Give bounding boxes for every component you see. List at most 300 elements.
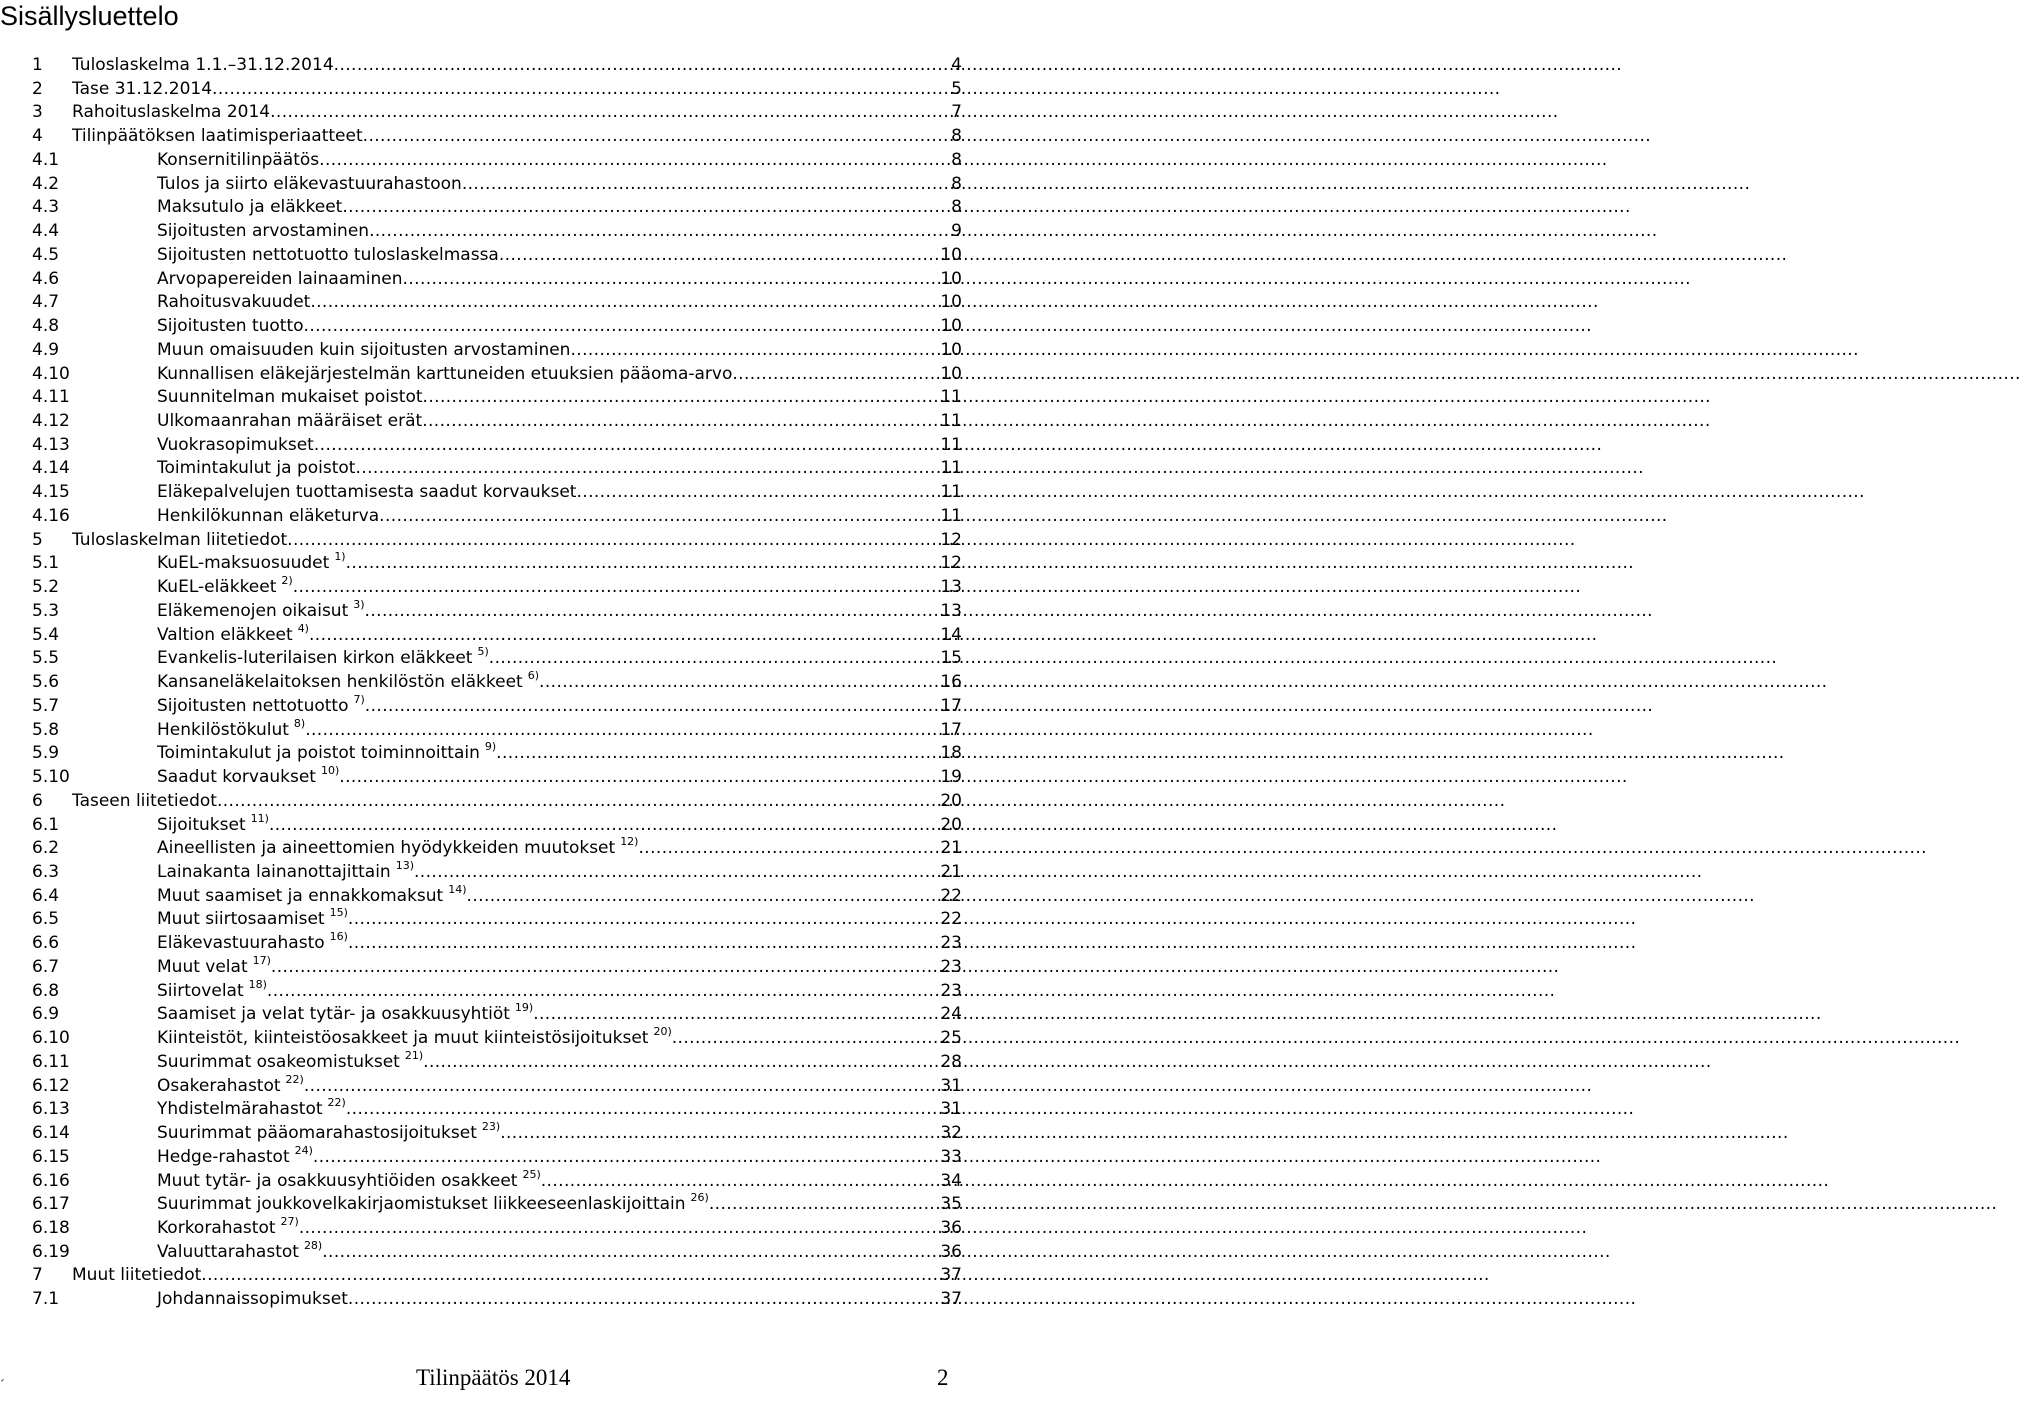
- toc-entry[interactable]: [32, 221, 962, 245]
- footer-mark: ´: [0, 1378, 5, 1393]
- toc-entry[interactable]: [32, 506, 962, 530]
- toc-entry[interactable]: [32, 1265, 962, 1289]
- toc-entry-number: 6.8: [32, 980, 60, 1001]
- toc-entry-number: 5.8: [32, 719, 60, 740]
- toc-entry[interactable]: [32, 669, 962, 696]
- toc-entry[interactable]: [32, 411, 962, 435]
- toc-entry[interactable]: [32, 1191, 962, 1218]
- toc-entry-footnote: 20): [653, 1025, 672, 1039]
- toc-leader-dots: [334, 55, 950, 75]
- toc-entry-page: 19: [940, 767, 962, 788]
- toc-entry-number: 5.5: [32, 648, 60, 669]
- toc-entry-text: [157, 882, 467, 906]
- toc-leader-dots: [322, 1242, 938, 1262]
- toc-entry-page: 34: [940, 1170, 962, 1191]
- toc-entry-footnote: 6): [527, 669, 540, 683]
- toc-entry-page: 33: [940, 1146, 962, 1167]
- toc-entry[interactable]: [32, 1143, 962, 1171]
- toc-entry[interactable]: [32, 435, 962, 459]
- toc-entry-number: 5.4: [32, 624, 60, 645]
- toc-entry-label: Lainakanta lainanottajittain: [157, 861, 391, 882]
- toc-entry-text: [157, 716, 306, 740]
- toc-entry-page: 8: [951, 126, 962, 147]
- toc-entry-label: Kansaneläkelaitoksen henkilöstön eläkkeet: [157, 672, 523, 693]
- toc-leader-dots: [576, 482, 938, 502]
- toc-entry[interactable]: [32, 692, 962, 720]
- toc-entry-number: 4.13: [32, 434, 70, 455]
- toc-entry-label: Tilinpäätöksen laatimisperiaatteet: [72, 126, 363, 147]
- toc-entry-label: Muut velat: [157, 956, 248, 977]
- toc-entry-label: Kiinteistöt, kiinteistöosakkeet ja muut kiinteistösijoitukset: [157, 1028, 649, 1049]
- toc-entry-number: 5.6: [32, 672, 60, 693]
- toc-leader-dots: [638, 838, 938, 858]
- toc-entry-page: 11: [940, 434, 962, 455]
- toc-entry-page: 11: [940, 387, 962, 408]
- toc-entry-number: 6.15: [32, 1146, 70, 1167]
- toc-leader-dots: [363, 126, 950, 146]
- toc-entry-footnote: 28): [303, 1238, 323, 1252]
- toc-entry-label: Evankelis-luterilaisen kirkon eläkkeet: [157, 648, 473, 669]
- toc-entry-number: 5.3: [32, 600, 60, 621]
- toc-entry-text: [157, 764, 340, 788]
- toc-entry-page: 23: [940, 933, 962, 954]
- toc-entry-footnote: 17): [252, 953, 271, 967]
- toc-entry-text: [157, 458, 355, 478]
- toc-entry-text: [157, 550, 346, 574]
- toc-entry-label: Suurimmat joukkovelkakirjaomistukset liikkeeseenlaskijoittain: [157, 1194, 686, 1215]
- toc-entry-label: Yhdistelmärahastot: [157, 1099, 323, 1120]
- toc-entry-text: [157, 174, 462, 194]
- toc-entry-label: Johdannaissopimukset: [157, 1289, 348, 1310]
- toc-entry-page: 11: [940, 458, 962, 479]
- toc-entry-page: 23: [940, 956, 962, 977]
- toc-entry-footnote: 22): [285, 1072, 304, 1086]
- toc-leader-dots: [304, 1076, 939, 1096]
- toc-entry[interactable]: [32, 930, 962, 957]
- toc-entry[interactable]: [32, 55, 962, 79]
- toc-entry-text: [157, 150, 319, 170]
- toc-entry-footnote: 7): [353, 692, 365, 706]
- toc-entry-number: 7: [32, 1265, 43, 1286]
- toc-entry[interactable]: [32, 245, 962, 269]
- toc-entry-text: [157, 1120, 501, 1144]
- toc-entry-number: 6.14: [32, 1123, 70, 1144]
- toc-entry-footnote: 5): [477, 645, 489, 659]
- toc-entry-text: [157, 621, 309, 645]
- toc-entry-footnote: 23): [481, 1120, 501, 1134]
- toc-leader-dots: [379, 506, 938, 526]
- toc-entry-text: [157, 906, 348, 930]
- toc-entry-number: 4.14: [32, 458, 70, 479]
- toc-entry[interactable]: [32, 882, 962, 910]
- toc-entry-text: [157, 835, 639, 859]
- toc-entry-label: Taseen liitetiedot: [72, 790, 217, 811]
- toc-entry-page: 5: [951, 78, 962, 99]
- toc-entry-page: 22: [940, 885, 962, 906]
- toc-leader-dots: [212, 79, 949, 99]
- toc-entry[interactable]: [32, 716, 962, 744]
- toc-entry-text: [157, 482, 576, 502]
- toc-leader-dots: [414, 862, 938, 882]
- toc-entry-label: Rahoituslaskelma 2014: [72, 102, 271, 123]
- toc-entry-text: [157, 1048, 424, 1072]
- toc-leader-dots: [423, 1052, 938, 1072]
- toc-entry[interactable]: [32, 269, 962, 293]
- toc-entry-page: 25: [940, 1028, 962, 1049]
- toc-entry-label: Muun omaisuuden kuin sijoitusten arvostaminen: [157, 339, 571, 360]
- toc-entry-page: 8: [951, 149, 962, 170]
- toc-entry-footnote: 24): [294, 1143, 313, 1157]
- toc-leader-dots: [462, 174, 949, 194]
- toc-entry[interactable]: [32, 597, 962, 625]
- toc-entry-label: Sijoitusten arvostaminen: [157, 221, 370, 242]
- toc-entry-footnote: 26): [690, 1191, 709, 1205]
- toc-entry-number: 6.12: [32, 1075, 70, 1096]
- toc-entry-number: 3: [32, 102, 43, 123]
- toc-entry[interactable]: [32, 791, 962, 815]
- toc-entry-text: [157, 269, 403, 289]
- toc-entry-number: 4.11: [32, 387, 70, 408]
- toc-entry-label: Henkilökunnan eläketurva: [157, 505, 380, 526]
- toc-entry-number: 6.6: [32, 933, 60, 954]
- toc-entry-label: Muut siirtosaamiset: [157, 909, 325, 930]
- toc-leader-dots: [217, 791, 938, 811]
- toc-entry-number: 6.19: [32, 1241, 70, 1262]
- toc-entry-text: [157, 506, 379, 526]
- toc-entry[interactable]: [32, 621, 962, 649]
- toc-entry[interactable]: [32, 102, 962, 126]
- toc-entry[interactable]: [32, 458, 962, 482]
- toc-entry-page: 9: [951, 221, 962, 242]
- toc-entry-number: 4.9: [32, 339, 60, 360]
- toc-entry[interactable]: [32, 835, 962, 862]
- toc-entry-label: Tuloslaskelman liitetiedot: [72, 529, 288, 550]
- toc-entry-page: 12: [940, 553, 962, 574]
- toc-leader-dots: [267, 981, 938, 1001]
- toc-entry-number: 6.16: [32, 1170, 70, 1191]
- toc-entry-number: 4.15: [32, 482, 70, 503]
- toc-entry-text: [157, 221, 369, 241]
- toc-entry[interactable]: [32, 764, 962, 791]
- toc-entry-number: 4.4: [32, 221, 60, 242]
- toc-entry[interactable]: [32, 977, 962, 1005]
- toc-entry-footnote: 19): [514, 1001, 534, 1015]
- toc-entry-label: Suurimmat pääomarahastosijoitukset: [157, 1123, 477, 1144]
- toc-entry[interactable]: [32, 79, 962, 103]
- toc-entry-page: 11: [940, 505, 962, 526]
- toc-entry-text: [157, 740, 497, 764]
- toc-entry-footnote: 4): [297, 621, 309, 635]
- toc-leader-dots: [287, 530, 938, 550]
- toc-entry-label: KuEL-eläkkeet: [157, 577, 277, 598]
- toc-leader-dots: [496, 743, 938, 763]
- toc-leader-dots: [369, 221, 949, 241]
- toc-entry-text: [157, 1289, 348, 1309]
- toc-entry-text: [157, 1167, 541, 1191]
- toc-entry-label: Vuokrasopimukset: [157, 434, 314, 455]
- toc-entry-text: [157, 1143, 313, 1167]
- toc-entry-label: Eläkemenojen oikaisut: [157, 600, 349, 621]
- toc-entry-page: 23: [940, 980, 962, 1001]
- toc-entry-text: [157, 669, 540, 693]
- toc-entry-label: Muut liitetiedot: [72, 1265, 202, 1286]
- toc-entry-number: 4.8: [32, 316, 60, 337]
- toc-entry-page: 10: [940, 316, 962, 337]
- toc-leader-dots: [709, 1194, 939, 1214]
- toc-entry-number: 6.4: [32, 885, 60, 906]
- toc-leader-dots: [309, 625, 938, 645]
- toc-entry-text: [157, 930, 348, 954]
- toc-entry-text: [157, 1025, 672, 1049]
- toc-leader-dots: [422, 411, 938, 431]
- toc-entry-page: 36: [940, 1217, 962, 1238]
- toc-entry-text: [157, 1238, 323, 1262]
- toc-entry[interactable]: [32, 858, 962, 886]
- toc-leader-dots: [271, 957, 938, 977]
- toc-entry-label: Tase 31.12.2014: [72, 78, 213, 99]
- toc-entry-label: Korkorahastot: [157, 1217, 276, 1238]
- table-of-contents: [32, 55, 962, 1313]
- toc-entry-text: [72, 791, 217, 811]
- toc-entry-text: [157, 1191, 709, 1215]
- toc-entry[interactable]: [32, 316, 962, 340]
- toc-entry-label: Henkilöstökulut: [157, 719, 289, 740]
- toc-entry-text: [72, 102, 270, 122]
- toc-leader-dots: [541, 1171, 939, 1191]
- toc-entry-number: 4.5: [32, 244, 60, 265]
- toc-entry[interactable]: [32, 364, 962, 388]
- toc-entry-text: [157, 858, 414, 882]
- toc-entry-text: [72, 55, 334, 75]
- toc-entry-text: [157, 387, 423, 407]
- toc-entry-number: 4.1: [32, 149, 60, 170]
- toc-leader-dots: [672, 1028, 939, 1048]
- toc-entry-label: Muut tytär- ja osakkuusyhtiöiden osakkeet: [157, 1170, 518, 1191]
- toc-entry-footnote: 16): [329, 930, 348, 944]
- toc-entry-label: Sijoitusten nettotuotto tuloslaskelmassa: [157, 244, 499, 265]
- toc-entry-text: [157, 245, 499, 265]
- toc-entry-label: Konsernitilinpäätös: [157, 149, 320, 170]
- toc-entry-page: 7: [951, 102, 962, 123]
- toc-entry[interactable]: [32, 174, 962, 198]
- toc-leader-dots: [500, 1123, 938, 1143]
- toc-entry-label: Suurimmat osakeomistukset: [157, 1051, 400, 1072]
- toc-entry-text: [157, 811, 269, 835]
- toc-entry[interactable]: [32, 550, 962, 577]
- toc-entry[interactable]: [32, 1289, 962, 1313]
- toc-entry-text: [157, 411, 422, 431]
- toc-entry-page: 17: [940, 719, 962, 740]
- toc-entry-number: 6.13: [32, 1099, 70, 1120]
- toc-entry-number: 5.9: [32, 743, 60, 764]
- toc-entry-footnote: 8): [293, 716, 306, 730]
- toc-entry-text: [157, 340, 570, 360]
- toc-leader-dots: [533, 1004, 938, 1024]
- toc-entry[interactable]: [32, 197, 962, 221]
- toc-entry-footnote: 13): [395, 858, 414, 872]
- toc-entry-number: 6.5: [32, 909, 60, 930]
- toc-entry-text: [72, 1265, 201, 1285]
- toc-entry[interactable]: [32, 126, 962, 150]
- toc-entry-number: 4.3: [32, 197, 60, 218]
- toc-entry-text: [157, 1001, 534, 1025]
- toc-leader-dots: [423, 387, 939, 407]
- toc-entry[interactable]: [32, 340, 962, 364]
- toc-entry-page: 22: [940, 909, 962, 930]
- toc-entry[interactable]: [32, 811, 962, 839]
- toc-entry-page: 21: [940, 838, 962, 859]
- toc-entry-page: 31: [940, 1099, 962, 1120]
- toc-leader-dots: [305, 720, 938, 740]
- toc-entry[interactable]: [32, 740, 962, 767]
- toc-entry-number: 5.10: [32, 767, 70, 788]
- toc-leader-dots: [346, 1099, 939, 1119]
- toc-entry[interactable]: [32, 1238, 962, 1266]
- toc-entry-label: Osakerahastot: [157, 1075, 281, 1096]
- toc-leader-dots: [313, 1147, 938, 1167]
- toc-entry[interactable]: [32, 1025, 962, 1052]
- toc-entry[interactable]: [32, 1120, 962, 1147]
- toc-entry-label: Eläkepalvelujen tuottamisesta saadut korvaukset: [157, 482, 577, 503]
- toc-entry-label: Maksutulo ja eläkkeet: [157, 197, 343, 218]
- toc-entry-number: 6.17: [32, 1194, 70, 1215]
- toc-entry[interactable]: [32, 1072, 962, 1100]
- toc-leader-dots: [304, 316, 939, 336]
- toc-leader-dots: [467, 886, 939, 906]
- toc-entry-text: [157, 574, 293, 598]
- toc-leader-dots: [365, 696, 939, 716]
- toc-entry[interactable]: [32, 1214, 962, 1242]
- toc-entry-footnote: 14): [448, 882, 467, 896]
- toc-entry-number: 6: [32, 790, 43, 811]
- toc-entry-text: [72, 530, 287, 550]
- toc-entry-page: 15: [940, 648, 962, 669]
- toc-leader-dots: [355, 458, 938, 478]
- toc-entry-footnote: 1): [334, 550, 346, 564]
- toc-entry-label: Tuloslaskelma 1.1.–31.12.2014: [72, 55, 334, 75]
- toc-entry-number: 5: [32, 529, 43, 550]
- toc-entry-label: Tulos ja siirto eläkevastuurahastoon: [157, 173, 462, 194]
- toc-leader-dots: [732, 364, 938, 384]
- toc-entry-number: 5.2: [32, 577, 60, 598]
- toc-entry[interactable]: [32, 530, 962, 554]
- toc-entry-footnote: 21): [404, 1048, 424, 1062]
- toc-entry-page: 31: [940, 1075, 962, 1096]
- toc-entry-text: [157, 435, 314, 455]
- toc-leader-dots: [339, 767, 938, 787]
- toc-entry-number: 6.1: [32, 814, 60, 835]
- toc-leader-dots: [348, 933, 938, 953]
- footer-title: Tilinpäätös 2014: [416, 1365, 571, 1390]
- toc-entry-footnote: 10): [320, 764, 340, 778]
- toc-entry-label: Kunnallisen eläkejärjestelmän karttuneiden etuuksien pääoma-arvo: [157, 363, 733, 384]
- toc-entry[interactable]: [32, 150, 962, 174]
- toc-entry[interactable]: [32, 1048, 962, 1076]
- toc-entry[interactable]: [32, 574, 962, 601]
- toc-entry-number: 5.1: [32, 553, 60, 574]
- toc-entry-page: 32: [940, 1123, 962, 1144]
- toc-entry-label: Sijoitusten tuotto: [157, 316, 304, 337]
- toc-entry-page: 37: [940, 1265, 962, 1286]
- toc-entry-footnote: 15): [329, 906, 348, 920]
- toc-entry-number: 6.11: [32, 1051, 70, 1072]
- toc-entry-label: Valtion eläkkeet: [157, 624, 293, 645]
- toc-entry-page: 11: [940, 411, 962, 432]
- toc-entry-footnote: 11): [250, 811, 269, 825]
- toc-leader-dots: [342, 197, 949, 217]
- toc-leader-dots: [365, 601, 939, 621]
- toc-leader-dots: [348, 1289, 938, 1309]
- toc-entry-number: 4.10: [32, 363, 70, 384]
- toc-entry[interactable]: [32, 645, 962, 672]
- toc-entry-text: [157, 292, 310, 312]
- toc-entry-number: 2: [32, 78, 43, 99]
- toc-entry-text: [157, 977, 267, 1001]
- toc-leader-dots: [319, 150, 949, 170]
- toc-entry-page: 10: [940, 363, 962, 384]
- toc-entry-number: 4.7: [32, 292, 60, 313]
- toc-entry-text: [157, 692, 365, 716]
- toc-entry-footnote: 25): [522, 1167, 541, 1181]
- toc-entry-footnote: 27): [280, 1214, 299, 1228]
- toc-entry-footnote: 3): [353, 597, 365, 611]
- toc-entry[interactable]: [32, 906, 962, 933]
- toc-leader-dots: [310, 292, 938, 312]
- toc-entry-text: [72, 126, 363, 146]
- toc-entry-footnote: 22): [327, 1096, 346, 1110]
- toc-entry[interactable]: [32, 1167, 962, 1195]
- toc-entry-page: 17: [940, 695, 962, 716]
- toc-entry[interactable]: [32, 482, 962, 506]
- toc-entry-number: 5.7: [32, 695, 60, 716]
- toc-entry-page: 12: [940, 529, 962, 550]
- toc-entry-page: 36: [940, 1241, 962, 1262]
- toc-leader-dots: [346, 553, 939, 573]
- toc-entry-page: 10: [940, 244, 962, 265]
- toc-entry[interactable]: [32, 1001, 962, 1028]
- toc-entry-page: 24: [940, 1004, 962, 1025]
- toc-entry-text: [157, 1096, 346, 1120]
- toc-entry-text: [157, 953, 271, 977]
- toc-entry-label: Rahoitusvakuudet: [157, 292, 311, 313]
- toc-entry[interactable]: [32, 292, 962, 316]
- toc-entry-number: 4.12: [32, 411, 70, 432]
- toc-entry-label: Valuuttarahastot: [157, 1241, 299, 1262]
- toc-leader-dots: [539, 672, 938, 692]
- toc-entry-text: [157, 197, 342, 217]
- toc-entry-label: Sijoitukset: [157, 814, 246, 835]
- toc-entry-page: 8: [951, 173, 962, 194]
- toc-leader-dots: [499, 245, 939, 265]
- toc-entry-label: Toimintakulut ja poistot: [157, 458, 356, 479]
- toc-entry-page: 13: [940, 600, 962, 621]
- toc-entry-label: Arvopapereiden lainaaminen: [157, 268, 403, 289]
- toc-entry-number: 1: [32, 55, 43, 75]
- toc-entry-text: [72, 79, 212, 99]
- toc-leader-dots: [201, 1265, 938, 1285]
- toc-entry[interactable]: [32, 953, 962, 981]
- toc-entry-label: KuEL-maksuosuudet: [157, 553, 330, 574]
- toc-entry-page: 4: [951, 55, 962, 75]
- toc-entry-number: 6.3: [32, 861, 60, 882]
- toc-entry-footnote: 2): [281, 574, 293, 588]
- toc-entry-footnote: 12): [620, 835, 639, 849]
- toc-entry-number: 6.10: [32, 1028, 70, 1049]
- toc-entry-number: 4.6: [32, 268, 60, 289]
- toc-entry[interactable]: [32, 387, 962, 411]
- toc-entry-page: 35: [940, 1194, 962, 1215]
- toc-entry-footnote: 18): [248, 977, 267, 991]
